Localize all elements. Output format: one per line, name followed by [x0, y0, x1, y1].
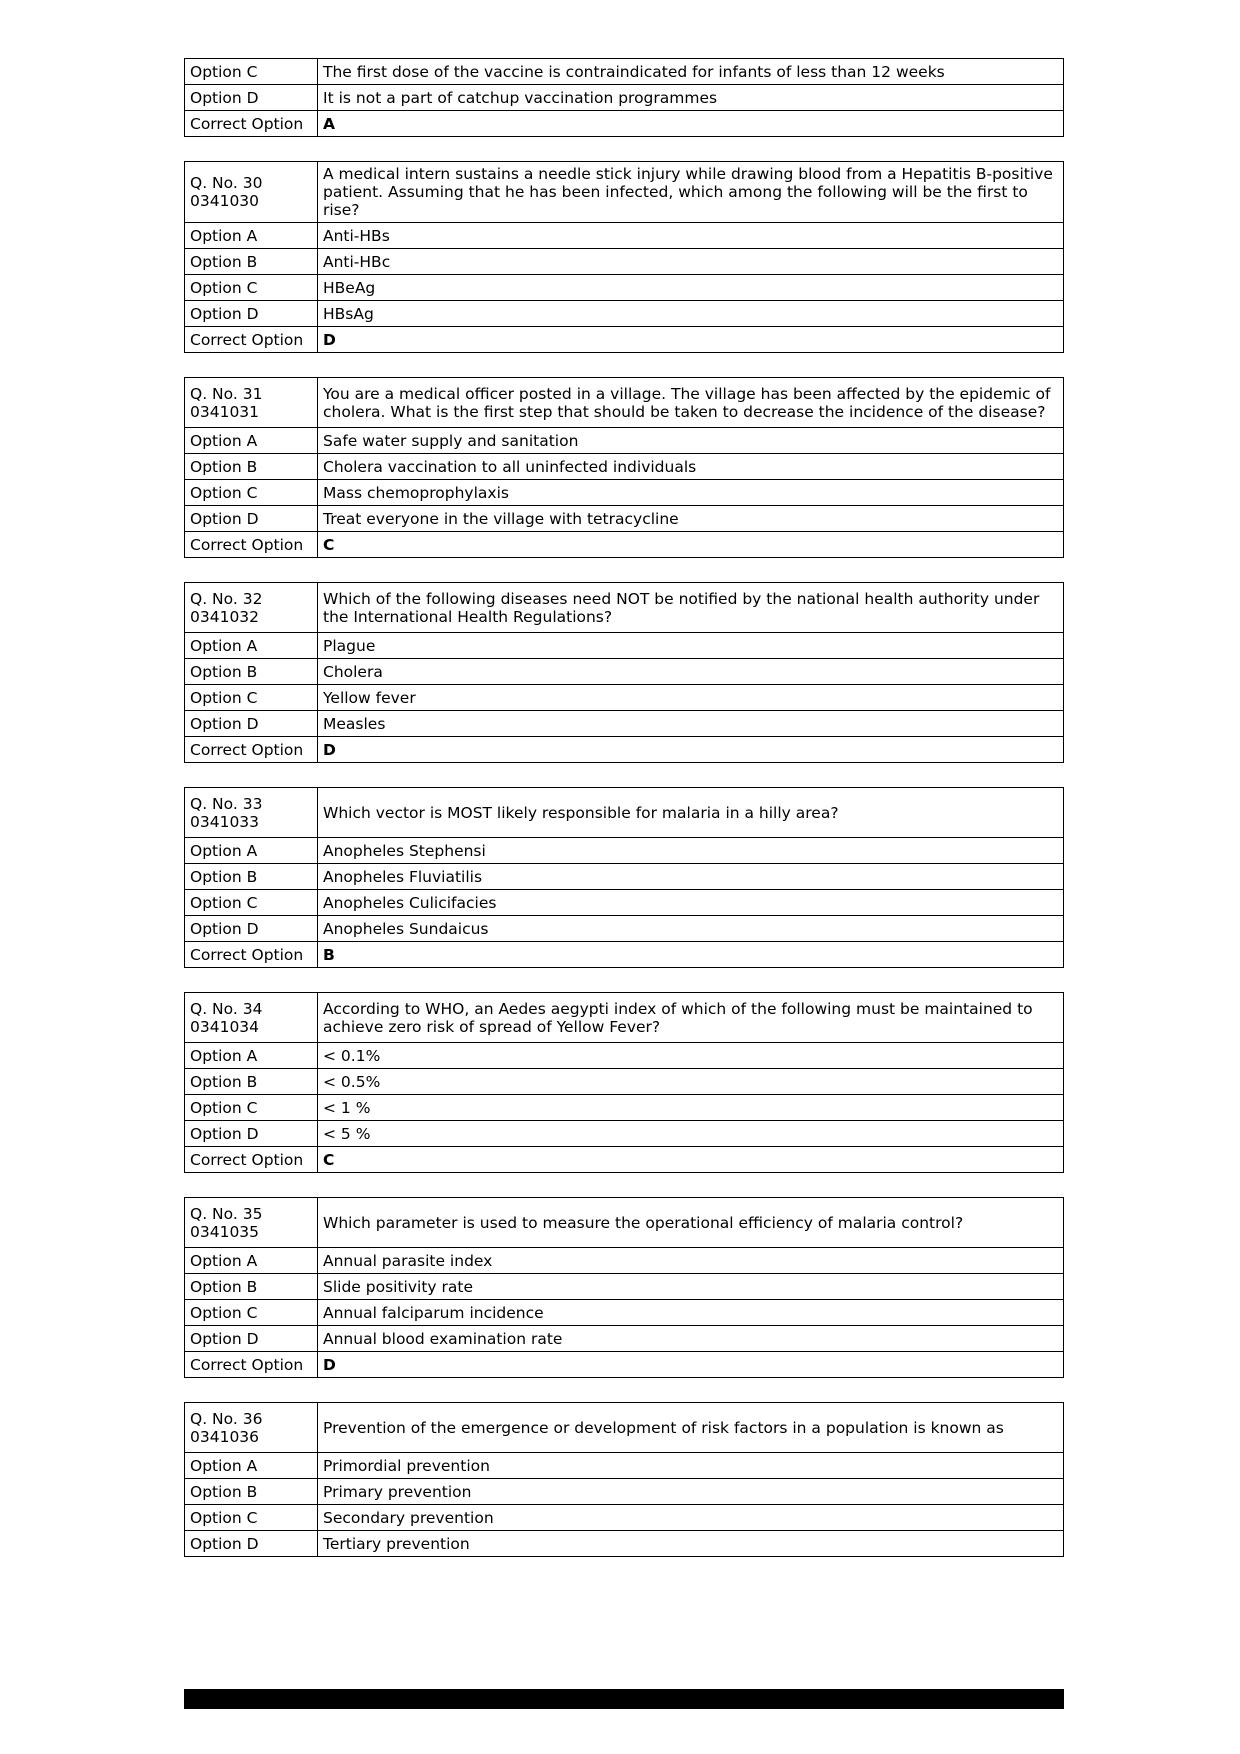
- option-text: Anopheles Fluviatilis: [318, 864, 1064, 890]
- option-label: Option A: [185, 1248, 318, 1274]
- option-row: [185, 1453, 1064, 1479]
- option-label: Option C: [185, 1095, 318, 1121]
- question-table: [184, 992, 1064, 1173]
- option-label: Option D: [185, 301, 318, 327]
- question-row: [185, 1198, 1064, 1248]
- option-row: [185, 1531, 1064, 1557]
- option-text: Tertiary prevention: [318, 1531, 1064, 1557]
- option-label: Option B: [185, 864, 318, 890]
- option-row: [185, 506, 1064, 532]
- question-row: [185, 993, 1064, 1043]
- option-text: Plague: [318, 633, 1064, 659]
- option-label: Option B: [185, 1274, 318, 1300]
- correct-option-label: Correct Option: [185, 532, 318, 558]
- option-row: [185, 428, 1064, 454]
- correct-option-row: [185, 1147, 1064, 1173]
- question-text: Which vector is MOST likely responsible for malaria in a hilly area?: [318, 788, 1064, 838]
- option-row: [185, 249, 1064, 275]
- option-label: Option C: [185, 890, 318, 916]
- option-text: Cholera: [318, 659, 1064, 685]
- correct-option-value: C: [318, 1147, 1064, 1173]
- option-text: Yellow fever: [318, 685, 1064, 711]
- question-number: Q. No. 35: [190, 1204, 263, 1223]
- question-number: Q. No. 32: [190, 589, 263, 608]
- option-text: < 1 %: [318, 1095, 1064, 1121]
- option-text: The first dose of the vaccine is contraindicated for infants of less than 12 weeks: [318, 59, 1064, 85]
- question-row: [185, 162, 1064, 223]
- question-number-cell: [185, 993, 318, 1043]
- correct-option-label: Correct Option: [185, 942, 318, 968]
- question-row: [185, 788, 1064, 838]
- question-text: You are a medical officer posted in a village. The village has been affected by the epidemic of cholera. What is the first step that should be taken to decrease the incidence of the disease?: [318, 378, 1064, 428]
- question-number: Q. No. 31: [190, 384, 263, 403]
- option-row: [185, 275, 1064, 301]
- option-label: Option D: [185, 1326, 318, 1352]
- option-row: [185, 685, 1064, 711]
- option-text: < 5 %: [318, 1121, 1064, 1147]
- option-row: [185, 1326, 1064, 1352]
- option-label: Option A: [185, 1453, 318, 1479]
- question-table: [184, 1402, 1064, 1557]
- option-row: [185, 1300, 1064, 1326]
- option-text: Annual parasite index: [318, 1248, 1064, 1274]
- option-text: Annual falciparum incidence: [318, 1300, 1064, 1326]
- option-row: [185, 711, 1064, 737]
- option-text: Primary prevention: [318, 1479, 1064, 1505]
- option-row: [185, 454, 1064, 480]
- question-code: 0341030: [190, 192, 260, 210]
- option-label: Option D: [185, 506, 318, 532]
- correct-option-value: D: [318, 737, 1064, 763]
- option-text: HBeAg: [318, 275, 1064, 301]
- correct-option-row: [185, 942, 1064, 968]
- question-number-cell: [185, 583, 318, 633]
- option-label: Option A: [185, 223, 318, 249]
- correct-option-value: A: [318, 111, 1064, 137]
- option-label: Option B: [185, 659, 318, 685]
- option-row: [185, 59, 1064, 85]
- option-label: Option D: [185, 916, 318, 942]
- option-row: [185, 659, 1064, 685]
- option-row: [185, 85, 1064, 111]
- option-text: Treat everyone in the village with tetracycline: [318, 506, 1064, 532]
- option-label: Option A: [185, 428, 318, 454]
- option-text: Secondary prevention: [318, 1505, 1064, 1531]
- option-text: Anti-HBc: [318, 249, 1064, 275]
- option-text: Safe water supply and sanitation: [318, 428, 1064, 454]
- question-number-cell: [185, 378, 318, 428]
- option-text: Annual blood examination rate: [318, 1326, 1064, 1352]
- question-row: [185, 583, 1064, 633]
- correct-option-label: Correct Option: [185, 111, 318, 137]
- option-row: [185, 633, 1064, 659]
- option-row: [185, 480, 1064, 506]
- correct-option-value: D: [318, 1352, 1064, 1378]
- question-table: [184, 1197, 1064, 1378]
- option-text: Anti-HBs: [318, 223, 1064, 249]
- option-row: [185, 1095, 1064, 1121]
- question-code: 0341036: [190, 1427, 260, 1446]
- question-text: Which of the following diseases need NOT be notified by the national health authority under the International Health Regulations?: [318, 583, 1064, 633]
- option-text: Anopheles Stephensi: [318, 838, 1064, 864]
- question-code: 0341034: [190, 1017, 260, 1036]
- correct-option-value: D: [318, 327, 1064, 353]
- question-number: Q. No. 34: [190, 999, 263, 1018]
- option-label: Option B: [185, 454, 318, 480]
- option-label: Option A: [185, 1043, 318, 1069]
- option-label: Option A: [185, 633, 318, 659]
- question-code: 0341032: [190, 607, 260, 626]
- option-text: < 0.1%: [318, 1043, 1064, 1069]
- correct-option-label: Correct Option: [185, 327, 318, 353]
- option-label: Option B: [185, 1479, 318, 1505]
- correct-option-row: [185, 327, 1064, 353]
- option-row: [185, 1274, 1064, 1300]
- option-label: Option C: [185, 1300, 318, 1326]
- option-row: [185, 890, 1064, 916]
- question-table: [184, 377, 1064, 558]
- option-label: Option D: [185, 1531, 318, 1557]
- correct-option-label: Correct Option: [185, 1352, 318, 1378]
- option-row: [185, 838, 1064, 864]
- correct-option-label: Correct Option: [185, 1147, 318, 1173]
- correct-option-row: [185, 1352, 1064, 1378]
- question-number: Q. No. 36: [190, 1409, 263, 1428]
- option-row: [185, 1505, 1064, 1531]
- correct-option-row: [185, 111, 1064, 137]
- question-number: Q. No. 33: [190, 794, 263, 813]
- option-text: < 0.5%: [318, 1069, 1064, 1095]
- question-text: According to WHO, an Aedes aegypti index of which of the following must be maintained to achieve zero risk of spread of Yellow Fever?: [318, 993, 1064, 1043]
- question-number-cell: [185, 788, 318, 838]
- question-table: [184, 582, 1064, 763]
- correct-option-label: Correct Option: [185, 737, 318, 763]
- option-label: Option C: [185, 685, 318, 711]
- option-row: [185, 1043, 1064, 1069]
- option-label: Option C: [185, 1505, 318, 1531]
- option-text: Anopheles Sundaicus: [318, 916, 1064, 942]
- option-text: HBsAg: [318, 301, 1064, 327]
- option-text: Cholera vaccination to all uninfected individuals: [318, 454, 1064, 480]
- option-row: [185, 1248, 1064, 1274]
- question-number-cell: [185, 1198, 318, 1248]
- question-code: 0341031: [190, 402, 260, 421]
- correct-option-value: B: [318, 942, 1064, 968]
- question-table: [184, 161, 1064, 353]
- option-label: Option B: [185, 1069, 318, 1095]
- correct-option-row: [185, 737, 1064, 763]
- option-row: [185, 301, 1064, 327]
- option-row: [185, 223, 1064, 249]
- option-label: Option C: [185, 59, 318, 85]
- question-text: A medical intern sustains a needle stick injury while drawing blood from a Hepatitis B-positive patient. Assuming that he has been infected, which among the following will be the first to rise?: [318, 162, 1064, 223]
- question-text: Prevention of the emergence or development of risk factors in a population is known as: [318, 1403, 1064, 1453]
- option-label: Option A: [185, 838, 318, 864]
- correct-option-row: [185, 532, 1064, 558]
- option-label: Option C: [185, 480, 318, 506]
- option-row: [185, 1479, 1064, 1505]
- question-text: Which parameter is used to measure the operational efficiency of malaria control?: [318, 1198, 1064, 1248]
- option-text: Primordial prevention: [318, 1453, 1064, 1479]
- option-row: [185, 1121, 1064, 1147]
- option-text: It is not a part of catchup vaccination programmes: [318, 85, 1064, 111]
- question-row: [185, 378, 1064, 428]
- option-row: [185, 916, 1064, 942]
- question-number-cell: [185, 162, 318, 223]
- option-label: Option D: [185, 85, 318, 111]
- question-number: Q. No. 30: [190, 174, 263, 192]
- page-bottom-bar: [184, 1689, 1064, 1709]
- question-code: 0341035: [190, 1222, 260, 1241]
- option-label: Option D: [185, 711, 318, 737]
- question-table: [184, 787, 1064, 968]
- question-table-partial: [184, 58, 1064, 137]
- option-text: Measles: [318, 711, 1064, 737]
- question-row: [185, 1403, 1064, 1453]
- option-text: Slide positivity rate: [318, 1274, 1064, 1300]
- question-number-cell: [185, 1403, 318, 1453]
- option-text: Mass chemoprophylaxis: [318, 480, 1064, 506]
- option-text: Anopheles Culicifacies: [318, 890, 1064, 916]
- option-row: [185, 864, 1064, 890]
- option-label: Option D: [185, 1121, 318, 1147]
- question-document: [184, 58, 1064, 1557]
- option-label: Option B: [185, 249, 318, 275]
- correct-option-value: C: [318, 532, 1064, 558]
- option-row: [185, 1069, 1064, 1095]
- question-code: 0341033: [190, 812, 260, 831]
- option-label: Option C: [185, 275, 318, 301]
